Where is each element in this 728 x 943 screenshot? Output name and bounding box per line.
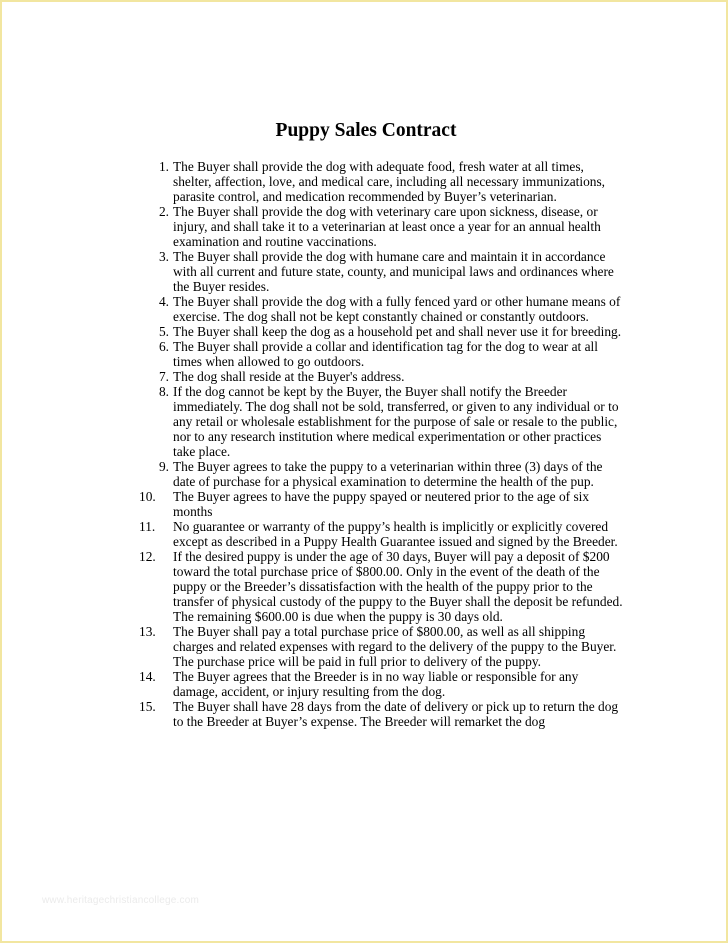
clause-item bbox=[145, 324, 625, 339]
clause-text: The dog shall reside at the Buyer's address. bbox=[173, 369, 405, 384]
clause-text: If the dog cannot be kept by the Buyer, the Buyer shall notify the Breeder immediately. The dog shall not be sold, transferred, or given to any individual or to any retail or wholesale establishment for the purpose of sale or resale to the public, nor to any research institution where medical experimentation or other practices take place. bbox=[173, 384, 619, 459]
clause-item bbox=[145, 384, 625, 459]
clause-text: The Buyer shall provide the dog with veterinary care upon sickness, disease, or injury, and shall take it to a veterinarian at least once a year for an annual health examination and routine vaccinations. bbox=[173, 204, 601, 249]
clause-text: The Buyer shall provide a collar and identification tag for the dog to wear at all times when allowed to go outdoors. bbox=[173, 339, 599, 369]
clause-text: The Buyer agrees to have the puppy spayed or neutered prior to the age of six months bbox=[173, 489, 590, 519]
clause-number: 13. bbox=[139, 624, 156, 639]
clause-text: The Buyer shall provide the dog with a fully fenced yard or other humane means of exercise. The dog shall not be kept constantly chained or constantly outdoors. bbox=[173, 294, 621, 324]
clause-item bbox=[145, 369, 625, 384]
clause-item bbox=[139, 624, 625, 669]
document-title: Puppy Sales Contract bbox=[275, 120, 457, 141]
clause-number: 15. bbox=[139, 699, 156, 714]
clause-number: 6. bbox=[158, 339, 169, 354]
clause-text: The Buyer shall keep the dog as a household pet and shall never use it for breeding. bbox=[173, 324, 622, 339]
clause-text: The Buyer shall provide the dog with adequate food, fresh water at all times, shelter, affection, love, and medical care, including all necessary immunizations, parasite control, and medication recommended by Buyer’s veterinarian. bbox=[173, 159, 606, 204]
clause-number: 4. bbox=[158, 294, 169, 309]
clause-number: 7. bbox=[158, 369, 169, 384]
clause-number: 11. bbox=[139, 519, 156, 534]
clause-item bbox=[139, 699, 625, 729]
clause-text: If the desired puppy is under the age of 30 days, Buyer will pay a deposit of $200 toward the total purchase price of $800.00. Only in the event of the death of the puppy or the Breeder’s dissatisfaction with the health of the puppy prior to the transfer of physical custody of the puppy to the Buyer shall the deposit be refunded. The remaining $600.00 is due when the puppy is 30 days old. bbox=[173, 549, 623, 624]
clause-number: 12. bbox=[139, 549, 156, 564]
clause-item bbox=[139, 549, 625, 624]
clause-item bbox=[139, 489, 625, 519]
clause-number: 5. bbox=[158, 324, 169, 339]
clause-text: No guarantee or warranty of the puppy’s health is implicitly or explicitly covered except as described in a Puppy Health Guarantee issued and signed by the Breeder. bbox=[173, 519, 618, 549]
clause-number: 9. bbox=[158, 459, 169, 474]
clause-item bbox=[145, 159, 625, 204]
clause-item bbox=[145, 204, 625, 249]
clause-text: The Buyer agrees that the Breeder is in no way liable or responsible for any damage, accident, or injury resulting from the dog. bbox=[173, 669, 579, 699]
clause-item bbox=[145, 459, 625, 489]
clause-list bbox=[139, 159, 625, 729]
clause-number: 10. bbox=[139, 489, 156, 504]
clause-item bbox=[145, 294, 625, 324]
clause-item bbox=[139, 669, 625, 699]
watermark: www.heritagechristiancollege.com bbox=[42, 895, 200, 906]
clause-number: 8. bbox=[158, 384, 169, 399]
clause-number: 1. bbox=[158, 159, 169, 174]
clause-item bbox=[139, 519, 625, 549]
clause-number: 3. bbox=[158, 249, 169, 264]
clause-text: The Buyer agrees to take the puppy to a veterinarian within three (3) days of the date of purchase for a physical examination to determine the health of the pup. bbox=[173, 459, 603, 489]
clause-text: The Buyer shall provide the dog with humane care and maintain it in accordance with all current and future state, county, and municipal laws and ordinances where the Buyer resides. bbox=[173, 249, 614, 294]
clause-number: 2. bbox=[158, 204, 169, 219]
clause-text: The Buyer shall pay a total purchase price of $800.00, as well as all shipping charges and related expenses with regard to the delivery of the puppy to the Buyer. The purchase price will be paid in full prior to delivery of the puppy. bbox=[173, 624, 617, 669]
clause-item bbox=[145, 249, 625, 294]
clause-item bbox=[145, 339, 625, 369]
clause-number: 14. bbox=[139, 669, 156, 684]
clause-text: The Buyer shall have 28 days from the date of delivery or pick up to return the dog to the Breeder at Buyer’s expense. The Breeder will remarket the dog bbox=[173, 699, 619, 729]
